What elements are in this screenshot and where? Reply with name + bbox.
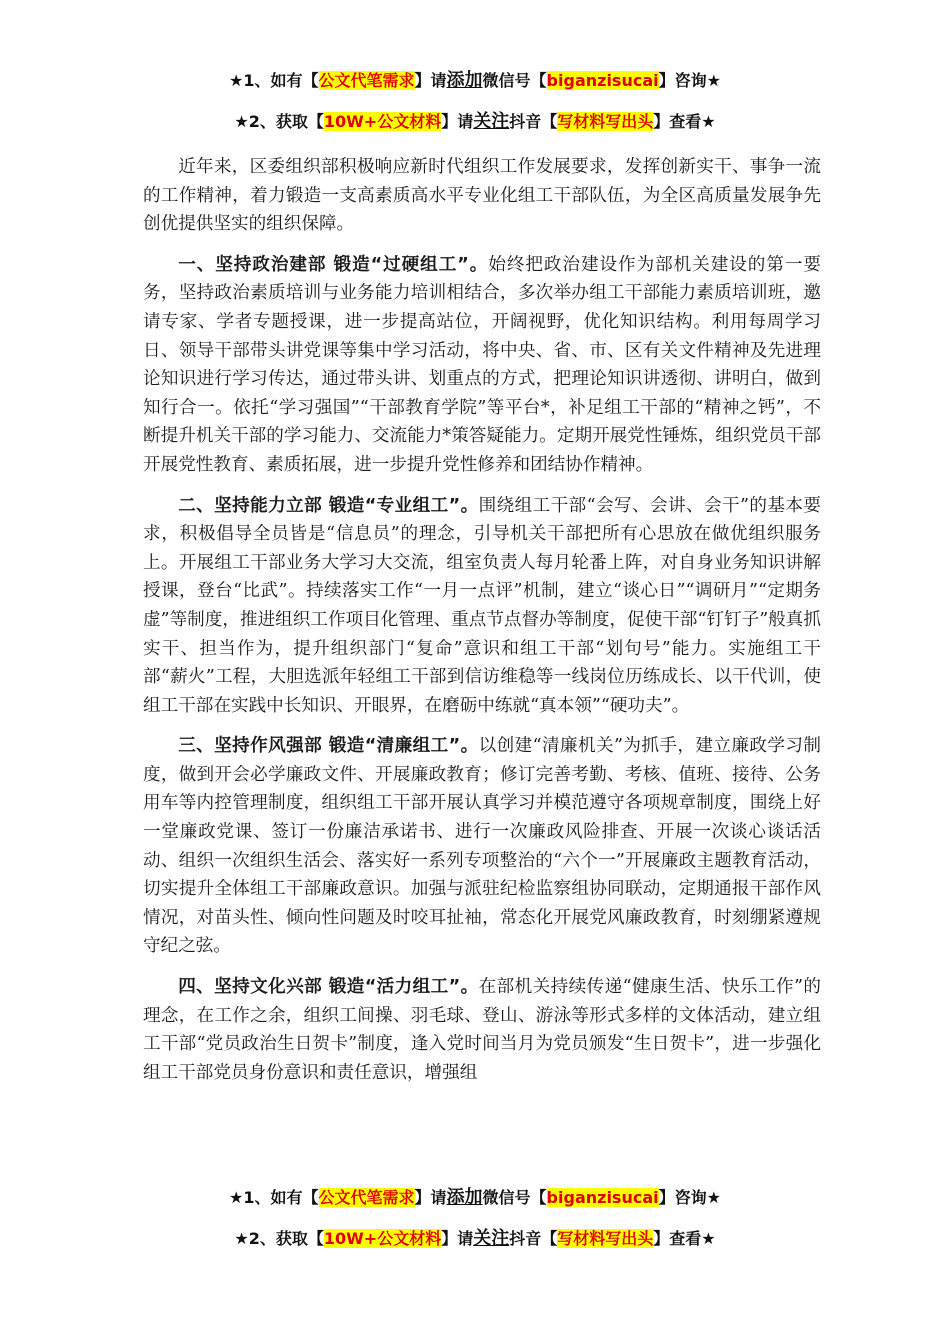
banner-prefix: ★1、如有【 [229, 1188, 319, 1207]
banner-mid: 】请 [414, 1188, 447, 1207]
banner-highlight-douyin-account[interactable]: 写材料写出头 [557, 112, 654, 131]
section-text: 围绕组工干部“会写、会讲、会干”的基本要求，积极倡导全员皆是“信息员”的理念，引导机关干部把所有心思放在做优组织服务上。开展组工干部业务大学习大交流，组室负责人每月轮番上阵，对自身业务知识讲解授课，登台“比武”。持续落实工作“一月一点评”机制，建立“谈心日”“调研月”“定期务虚”等制度，推进组织工作项目化管理、重点节点督办等制度，促使干部“钉钉子”般真抓实干、担当作为，提升组织部门“复命”意识和组工干部“划句号”能力。实施组工干部“薪火”工程，大胆选派年轻组工干部到信访维稳等一线岗位历练成长、以干代训，使组工干部在实践中长知识、开眼界，在磨砺中练就“真本领”“硬功夫”。 [143, 495, 821, 716]
section-paragraph-2 [143, 492, 821, 721]
promo-banner-bottom-line2 [0, 1228, 950, 1250]
banner-prefix: ★2、获取【 [234, 112, 324, 131]
banner-mid: 微信号【 [482, 71, 547, 90]
banner-highlight-service: 公文代笔需求 [318, 71, 415, 90]
section-heading: 四、坚持文化兴部 锻造“活力组工”。 [178, 977, 479, 998]
banner-mid: 】请 [414, 71, 447, 90]
section-text: 以创建“清廉机关”为抓手，建立廉政学习制度，做到开会必学廉政文件、开展廉政教育；修订完善考勤、考核、值班、接待、公务用车等内控管理制度，组织组工干部开展认真学习并模范遵守各项规章制度，围绕上好一堂廉政党课、签订一份廉洁承诺书、进行一次廉政风险排查、开展一次谈心谈话活动、组织一次组织生活会、落实好一系列专项整治的“六个一”开展廉政主题教育活动，切实提升全体组工干部廉政意识。加强与派驻纪检监察组协同联动，定期通报干部作风情况，对苗头性、倾向性问题及时咬耳扯袖，常态化开展党风廉政教育，时刻绷紧遵规守纪之弦。 [143, 736, 821, 957]
section-paragraph-4 [143, 973, 821, 1087]
intro-paragraph: 近年来，区委组织部积极响应新时代组织工作发展要求，发挥创新实干、事争一流的工作精神，着力锻造一支高素质高水平专业化组工干部队伍，为全区高质量发展争先创优提供坚实的组织保障。 [143, 157, 821, 235]
banner-mid: 微信号【 [482, 1188, 547, 1207]
promo-banner-top-line1 [0, 70, 950, 92]
banner-highlight-materials: 10W+公文材料 [323, 112, 442, 131]
section-paragraph-3 [143, 732, 821, 961]
banner-prefix: ★1、如有【 [229, 71, 319, 90]
banner-prefix: ★2、获取【 [234, 1229, 324, 1248]
banner-highlight-douyin-account[interactable]: 写材料写出头 [557, 1229, 654, 1248]
promo-banner-bottom-line1 [0, 1187, 950, 1209]
banner-suffix: 】咨询★ [658, 71, 721, 90]
banner-emphasis: 添加 [446, 1187, 483, 1208]
banner-suffix: 】咨询★ [658, 1188, 721, 1207]
section-text: 始终把政治建设作为部机关建设的第一要务，坚持政治素质培训与业务能力培训相结合，多次举办组工干部能力素质培训班，邀请专家、学者专题授课，进一步提高站位，开阔视野，优化知识结构。利用每周学习日、领导干部带头讲党课等集中学习活动，将中央、省、市、区有关文件精神及先进理论知识进行学习传达，通过带头讲、划重点的方式，把理论知识讲透彻、讲明白，做到知行合一。依托“学习强国”“干部教育学院”等平台*，补足组工干部的“精神之钙”，不断提升机关干部的学习能力、交流能力*策答疑能力。定期开展党性锤炼，组织党员干部开展党性教育、素质拓展，进一步提升党性修养和团结协作精神。 [143, 254, 821, 475]
banner-highlight-wechat-id[interactable]: biganzisucai [546, 1188, 659, 1207]
banner-suffix: 】查看★ [653, 112, 716, 131]
banner-highlight-wechat-id[interactable]: biganzisucai [546, 71, 659, 90]
section-text: 在部机关持续传递“健康生活、快乐工作”的理念，在工作之余，组织工间操、羽毛球、登山、游泳等形式多样的文体活动，建立组工干部“党员政治生日贺卡”制度，逢入党时间当月为党员颁发“生日贺卡”，进一步强化组工干部党员身份意识和责任意识，增强组 [143, 977, 821, 1083]
banner-mid: 】请 [441, 112, 474, 131]
section-paragraph-1 [143, 251, 821, 480]
banner-mid: 抖音【 [509, 112, 558, 131]
banner-highlight-materials: 10W+公文材料 [323, 1229, 442, 1248]
banner-emphasis: 添加 [446, 70, 483, 91]
banner-mid: 抖音【 [509, 1229, 558, 1248]
banner-highlight-service: 公文代笔需求 [318, 1188, 415, 1207]
banner-emphasis: 关注 [473, 1228, 510, 1249]
banner-emphasis: 关注 [473, 111, 510, 132]
section-heading: 一、坚持政治建部 锻造“过硬组工”。 [178, 254, 489, 275]
section-heading: 三、坚持作风强部 锻造“清廉组工”。 [178, 736, 479, 757]
banner-suffix: 】查看★ [653, 1229, 716, 1248]
section-heading: 二、坚持能力立部 锻造“专业组工”。 [178, 495, 479, 516]
promo-banner-top-line2 [0, 111, 950, 133]
article-body [143, 153, 821, 1099]
banner-mid: 】请 [441, 1229, 474, 1248]
